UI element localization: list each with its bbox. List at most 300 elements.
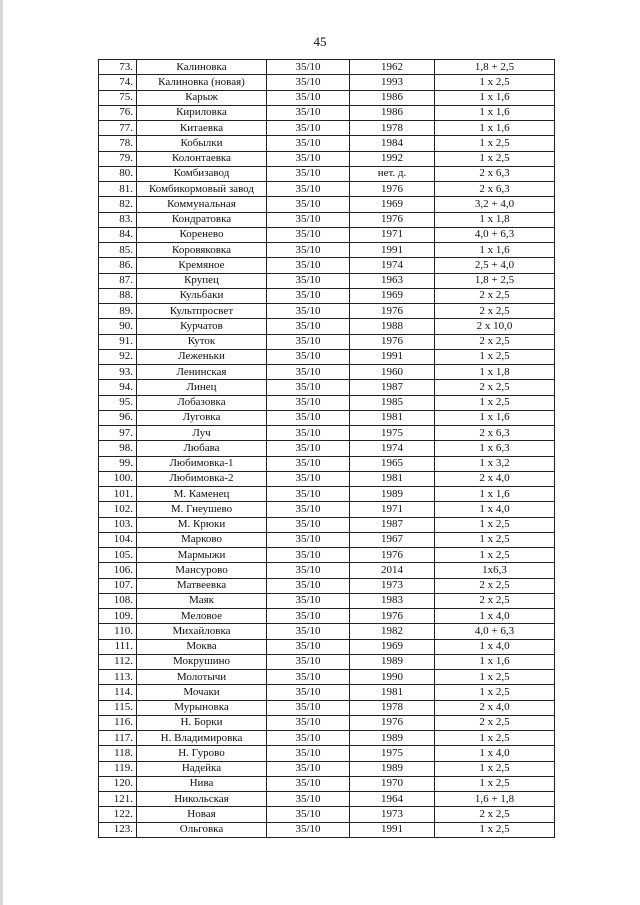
voltage-cell: 35/10 [267, 182, 350, 197]
transformer-power-cell: 2 x 2,5 [435, 807, 555, 822]
substation-name-cell: Никольская [137, 792, 267, 807]
row-number-cell: 75. [99, 90, 137, 105]
transformer-power-cell: 1 x 1,6 [435, 243, 555, 258]
voltage-cell: 35/10 [267, 212, 350, 227]
transformer-power-cell: 2 x 6,3 [435, 182, 555, 197]
year-cell: 1990 [350, 670, 435, 685]
substation-name-cell: Луч [137, 426, 267, 441]
row-number-cell: 93. [99, 365, 137, 380]
substation-name-cell: М. Крюки [137, 517, 267, 532]
transformer-power-cell: 1 x 1,6 [435, 654, 555, 669]
table-row [99, 90, 555, 105]
year-cell: 1992 [350, 151, 435, 166]
table-row [99, 105, 555, 120]
transformer-power-cell: 1 x 2,5 [435, 532, 555, 547]
substation-name-cell: Любимовка-2 [137, 471, 267, 486]
transformer-power-cell: 1 x 2,5 [435, 395, 555, 410]
row-number-cell: 82. [99, 197, 137, 212]
voltage-cell: 35/10 [267, 60, 350, 75]
table-row [99, 639, 555, 654]
voltage-cell: 35/10 [267, 746, 350, 761]
table-row [99, 532, 555, 547]
year-cell: 1976 [350, 182, 435, 197]
transformer-power-cell: 2 x 2,5 [435, 593, 555, 608]
voltage-cell: 35/10 [267, 90, 350, 105]
transformer-power-cell: 1 x 1,8 [435, 212, 555, 227]
substation-name-cell: Меловое [137, 609, 267, 624]
transformer-power-cell: 1 x 2,5 [435, 75, 555, 90]
transformer-power-cell: 3,2 + 4,0 [435, 197, 555, 212]
transformer-power-cell: 1 x 6,3 [435, 441, 555, 456]
voltage-cell: 35/10 [267, 365, 350, 380]
table-row [99, 197, 555, 212]
row-number-cell: 92. [99, 349, 137, 364]
row-number-cell: 96. [99, 410, 137, 425]
transformer-power-cell: 1 x 1,6 [435, 121, 555, 136]
table-row [99, 243, 555, 258]
year-cell: 1986 [350, 105, 435, 120]
table-row [99, 136, 555, 151]
table-row [99, 670, 555, 685]
year-cell: 1989 [350, 487, 435, 502]
voltage-cell: 35/10 [267, 410, 350, 425]
table-row [99, 731, 555, 746]
row-number-cell: 116. [99, 715, 137, 730]
row-number-cell: 74. [99, 75, 137, 90]
year-cell: 1981 [350, 685, 435, 700]
substation-name-cell: Марково [137, 532, 267, 547]
year-cell: 1976 [350, 715, 435, 730]
year-cell: 1970 [350, 776, 435, 791]
transformer-power-cell: 1 x 1,6 [435, 410, 555, 425]
year-cell: 1960 [350, 365, 435, 380]
substation-name-cell: Михайловка [137, 624, 267, 639]
year-cell: 1965 [350, 456, 435, 471]
voltage-cell: 35/10 [267, 441, 350, 456]
voltage-cell: 35/10 [267, 776, 350, 791]
voltage-cell: 35/10 [267, 121, 350, 136]
substation-name-cell: Любава [137, 441, 267, 456]
year-cell: 1962 [350, 60, 435, 75]
transformer-power-cell: 1 x 4,0 [435, 502, 555, 517]
voltage-cell: 35/10 [267, 792, 350, 807]
table-row [99, 273, 555, 288]
year-cell: 1984 [350, 136, 435, 151]
substation-table [98, 59, 555, 838]
row-number-cell: 97. [99, 426, 137, 441]
year-cell: 2014 [350, 563, 435, 578]
transformer-power-cell: 1 x 2,5 [435, 136, 555, 151]
row-number-cell: 91. [99, 334, 137, 349]
transformer-power-cell: 1 x 2,5 [435, 349, 555, 364]
year-cell: 1978 [350, 121, 435, 136]
transformer-power-cell: 1 x 3,2 [435, 456, 555, 471]
transformer-power-cell: 1 x 2,5 [435, 731, 555, 746]
voltage-cell: 35/10 [267, 761, 350, 776]
row-number-cell: 99. [99, 456, 137, 471]
row-number-cell: 113. [99, 670, 137, 685]
row-number-cell: 88. [99, 288, 137, 303]
transformer-power-cell: 2 x 10,0 [435, 319, 555, 334]
table-row [99, 609, 555, 624]
row-number-cell: 107. [99, 578, 137, 593]
voltage-cell: 35/10 [267, 105, 350, 120]
substation-name-cell: Леженьки [137, 349, 267, 364]
table-row [99, 75, 555, 90]
year-cell: 1991 [350, 243, 435, 258]
table-row [99, 487, 555, 502]
row-number-cell: 115. [99, 700, 137, 715]
table-row [99, 121, 555, 136]
year-cell: 1986 [350, 90, 435, 105]
table-row [99, 685, 555, 700]
year-cell: 1969 [350, 288, 435, 303]
voltage-cell: 35/10 [267, 426, 350, 441]
substation-name-cell: Ольговка [137, 822, 267, 837]
row-number-cell: 111. [99, 639, 137, 654]
voltage-cell: 35/10 [267, 304, 350, 319]
voltage-cell: 35/10 [267, 151, 350, 166]
year-cell: 1976 [350, 609, 435, 624]
voltage-cell: 35/10 [267, 715, 350, 730]
substation-name-cell: Мокрушино [137, 654, 267, 669]
voltage-cell: 35/10 [267, 700, 350, 715]
voltage-cell: 35/10 [267, 258, 350, 273]
substation-name-cell: Китаевка [137, 121, 267, 136]
voltage-cell: 35/10 [267, 624, 350, 639]
transformer-power-cell: 2 x 6,3 [435, 426, 555, 441]
year-cell: нет. д. [350, 166, 435, 181]
voltage-cell: 35/10 [267, 609, 350, 624]
voltage-cell: 35/10 [267, 166, 350, 181]
transformer-power-cell: 2,5 + 4,0 [435, 258, 555, 273]
row-number-cell: 103. [99, 517, 137, 532]
substation-name-cell: Калиновка [137, 60, 267, 75]
substation-name-cell: Луговка [137, 410, 267, 425]
table-row [99, 563, 555, 578]
substation-name-cell: Маяк [137, 593, 267, 608]
table-row [99, 456, 555, 471]
year-cell: 1976 [350, 304, 435, 319]
table-row [99, 319, 555, 334]
table-row [99, 746, 555, 761]
row-number-cell: 76. [99, 105, 137, 120]
row-number-cell: 118. [99, 746, 137, 761]
row-number-cell: 123. [99, 822, 137, 837]
year-cell: 1971 [350, 502, 435, 517]
table-row [99, 807, 555, 822]
table-row [99, 426, 555, 441]
table-row [99, 288, 555, 303]
voltage-cell: 35/10 [267, 822, 350, 837]
substation-name-cell: Ленинская [137, 365, 267, 380]
voltage-cell: 35/10 [267, 319, 350, 334]
table-row [99, 624, 555, 639]
substation-name-cell: Новая [137, 807, 267, 822]
row-number-cell: 101. [99, 487, 137, 502]
row-number-cell: 119. [99, 761, 137, 776]
substation-name-cell: Надейка [137, 761, 267, 776]
row-number-cell: 121. [99, 792, 137, 807]
voltage-cell: 35/10 [267, 456, 350, 471]
year-cell: 1982 [350, 624, 435, 639]
substation-name-cell: Комбикормовый завод [137, 182, 267, 197]
row-number-cell: 110. [99, 624, 137, 639]
transformer-power-cell: 1 x 2,5 [435, 517, 555, 532]
year-cell: 1988 [350, 319, 435, 334]
row-number-cell: 120. [99, 776, 137, 791]
voltage-cell: 35/10 [267, 593, 350, 608]
transformer-power-cell: 1 x 2,5 [435, 548, 555, 563]
year-cell: 1971 [350, 227, 435, 242]
substation-name-cell: Куток [137, 334, 267, 349]
row-number-cell: 90. [99, 319, 137, 334]
row-number-cell: 105. [99, 548, 137, 563]
transformer-power-cell: 1 x 1,6 [435, 105, 555, 120]
transformer-power-cell: 2 x 2,5 [435, 288, 555, 303]
row-number-cell: 84. [99, 227, 137, 242]
table-row [99, 517, 555, 532]
year-cell: 1989 [350, 654, 435, 669]
substation-name-cell: Коровяковка [137, 243, 267, 258]
table-row [99, 395, 555, 410]
transformer-power-cell: 2 x 6,3 [435, 166, 555, 181]
voltage-cell: 35/10 [267, 578, 350, 593]
transformer-power-cell: 1 x 2,5 [435, 776, 555, 791]
year-cell: 1963 [350, 273, 435, 288]
voltage-cell: 35/10 [267, 731, 350, 746]
scan-left-edge [0, 0, 3, 905]
substation-name-cell: Культпросвет [137, 304, 267, 319]
substation-name-cell: Любимовка-1 [137, 456, 267, 471]
substation-name-cell: Кульбаки [137, 288, 267, 303]
transformer-power-cell: 1 x 4,0 [435, 746, 555, 761]
row-number-cell: 109. [99, 609, 137, 624]
row-number-cell: 122. [99, 807, 137, 822]
table-row [99, 578, 555, 593]
transformer-power-cell: 2 x 2,5 [435, 304, 555, 319]
substation-name-cell: Кремяное [137, 258, 267, 273]
transformer-power-cell: 2 x 2,5 [435, 334, 555, 349]
table-body [99, 60, 555, 838]
voltage-cell: 35/10 [267, 471, 350, 486]
transformer-power-cell: 1 x 2,5 [435, 670, 555, 685]
transformer-power-cell: 1,6 + 1,8 [435, 792, 555, 807]
year-cell: 1991 [350, 822, 435, 837]
substation-name-cell: Мансурово [137, 563, 267, 578]
row-number-cell: 81. [99, 182, 137, 197]
year-cell: 1973 [350, 578, 435, 593]
row-number-cell: 100. [99, 471, 137, 486]
row-number-cell: 79. [99, 151, 137, 166]
row-number-cell: 95. [99, 395, 137, 410]
substation-name-cell: Кобылки [137, 136, 267, 151]
substation-name-cell: М. Гнеушево [137, 502, 267, 517]
voltage-cell: 35/10 [267, 349, 350, 364]
table-row [99, 792, 555, 807]
table-row [99, 548, 555, 563]
table-row [99, 212, 555, 227]
transformer-power-cell: 1 x 2,5 [435, 151, 555, 166]
substation-name-cell: Нива [137, 776, 267, 791]
substation-name-cell: Кондратовка [137, 212, 267, 227]
year-cell: 1989 [350, 761, 435, 776]
table-row [99, 761, 555, 776]
year-cell: 1991 [350, 349, 435, 364]
page-number: 45 [313, 34, 327, 49]
transformer-power-cell: 1 x 1,6 [435, 90, 555, 105]
transformer-power-cell: 1 x 1,6 [435, 487, 555, 502]
table-row [99, 227, 555, 242]
transformer-power-cell: 1,8 + 2,5 [435, 273, 555, 288]
voltage-cell: 35/10 [267, 395, 350, 410]
substation-name-cell: Курчатов [137, 319, 267, 334]
table-row [99, 502, 555, 517]
transformer-power-cell: 1 x 4,0 [435, 609, 555, 624]
year-cell: 1975 [350, 746, 435, 761]
row-number-cell: 98. [99, 441, 137, 456]
table-row [99, 166, 555, 181]
voltage-cell: 35/10 [267, 807, 350, 822]
row-number-cell: 112. [99, 654, 137, 669]
row-number-cell: 104. [99, 532, 137, 547]
year-cell: 1969 [350, 639, 435, 654]
table-row [99, 182, 555, 197]
voltage-cell: 35/10 [267, 243, 350, 258]
year-cell: 1967 [350, 532, 435, 547]
substation-name-cell: Коренево [137, 227, 267, 242]
row-number-cell: 87. [99, 273, 137, 288]
table-row [99, 151, 555, 166]
year-cell: 1975 [350, 426, 435, 441]
voltage-cell: 35/10 [267, 380, 350, 395]
year-cell: 1981 [350, 471, 435, 486]
row-number-cell: 80. [99, 166, 137, 181]
substation-name-cell: Молотычи [137, 670, 267, 685]
year-cell: 1983 [350, 593, 435, 608]
transformer-power-cell: 1 x 4,0 [435, 639, 555, 654]
table-row [99, 776, 555, 791]
row-number-cell: 114. [99, 685, 137, 700]
row-number-cell: 102. [99, 502, 137, 517]
table-row [99, 258, 555, 273]
substation-name-cell: Калиновка (новая) [137, 75, 267, 90]
table-row [99, 715, 555, 730]
year-cell: 1989 [350, 731, 435, 746]
voltage-cell: 35/10 [267, 136, 350, 151]
year-cell: 1978 [350, 700, 435, 715]
transformer-power-cell: 1x6,3 [435, 563, 555, 578]
table-row [99, 654, 555, 669]
transformer-power-cell: 1 x 2,5 [435, 685, 555, 700]
transformer-power-cell: 1,8 + 2,5 [435, 60, 555, 75]
year-cell: 1985 [350, 395, 435, 410]
row-number-cell: 83. [99, 212, 137, 227]
substation-name-cell: Мочаки [137, 685, 267, 700]
row-number-cell: 89. [99, 304, 137, 319]
table-row [99, 822, 555, 837]
transformer-power-cell: 4,0 + 6,3 [435, 624, 555, 639]
substation-name-cell: Н. Борки [137, 715, 267, 730]
voltage-cell: 35/10 [267, 197, 350, 212]
table-row [99, 304, 555, 319]
year-cell: 1976 [350, 212, 435, 227]
voltage-cell: 35/10 [267, 548, 350, 563]
voltage-cell: 35/10 [267, 517, 350, 532]
row-number-cell: 77. [99, 121, 137, 136]
voltage-cell: 35/10 [267, 532, 350, 547]
substation-name-cell: Матвеевка [137, 578, 267, 593]
substation-name-cell: Линец [137, 380, 267, 395]
year-cell: 1993 [350, 75, 435, 90]
substation-name-cell: Колонтаевка [137, 151, 267, 166]
row-number-cell: 106. [99, 563, 137, 578]
voltage-cell: 35/10 [267, 288, 350, 303]
substation-name-cell: Коммунальная [137, 197, 267, 212]
substation-name-cell: Крупец [137, 273, 267, 288]
voltage-cell: 35/10 [267, 75, 350, 90]
row-number-cell: 86. [99, 258, 137, 273]
row-number-cell: 108. [99, 593, 137, 608]
table-row [99, 410, 555, 425]
row-number-cell: 78. [99, 136, 137, 151]
table-row [99, 700, 555, 715]
voltage-cell: 35/10 [267, 273, 350, 288]
substation-name-cell: Мармыжи [137, 548, 267, 563]
voltage-cell: 35/10 [267, 502, 350, 517]
voltage-cell: 35/10 [267, 334, 350, 349]
substation-name-cell: Мурыновка [137, 700, 267, 715]
transformer-power-cell: 1 x 1,8 [435, 365, 555, 380]
transformer-power-cell: 2 x 4,0 [435, 700, 555, 715]
year-cell: 1976 [350, 548, 435, 563]
substation-name-cell: Н. Владимировка [137, 731, 267, 746]
table-row [99, 593, 555, 608]
table-row [99, 471, 555, 486]
table-row [99, 441, 555, 456]
table-row [99, 365, 555, 380]
voltage-cell: 35/10 [267, 227, 350, 242]
year-cell: 1969 [350, 197, 435, 212]
year-cell: 1974 [350, 258, 435, 273]
voltage-cell: 35/10 [267, 654, 350, 669]
year-cell: 1976 [350, 334, 435, 349]
substation-name-cell: Моква [137, 639, 267, 654]
transformer-power-cell: 1 x 2,5 [435, 822, 555, 837]
year-cell: 1987 [350, 380, 435, 395]
substation-name-cell: Н. Гурово [137, 746, 267, 761]
voltage-cell: 35/10 [267, 639, 350, 654]
transformer-power-cell: 4,0 + 6,3 [435, 227, 555, 242]
row-number-cell: 94. [99, 380, 137, 395]
table-row [99, 334, 555, 349]
year-cell: 1973 [350, 807, 435, 822]
transformer-power-cell: 2 x 2,5 [435, 715, 555, 730]
substation-name-cell: Комбизавод [137, 166, 267, 181]
row-number-cell: 117. [99, 731, 137, 746]
year-cell: 1964 [350, 792, 435, 807]
transformer-power-cell: 2 x 2,5 [435, 578, 555, 593]
year-cell: 1974 [350, 441, 435, 456]
voltage-cell: 35/10 [267, 487, 350, 502]
voltage-cell: 35/10 [267, 670, 350, 685]
table-row [99, 60, 555, 75]
voltage-cell: 35/10 [267, 685, 350, 700]
year-cell: 1987 [350, 517, 435, 532]
voltage-cell: 35/10 [267, 563, 350, 578]
transformer-power-cell: 1 x 2,5 [435, 761, 555, 776]
substation-name-cell: Лобазовка [137, 395, 267, 410]
